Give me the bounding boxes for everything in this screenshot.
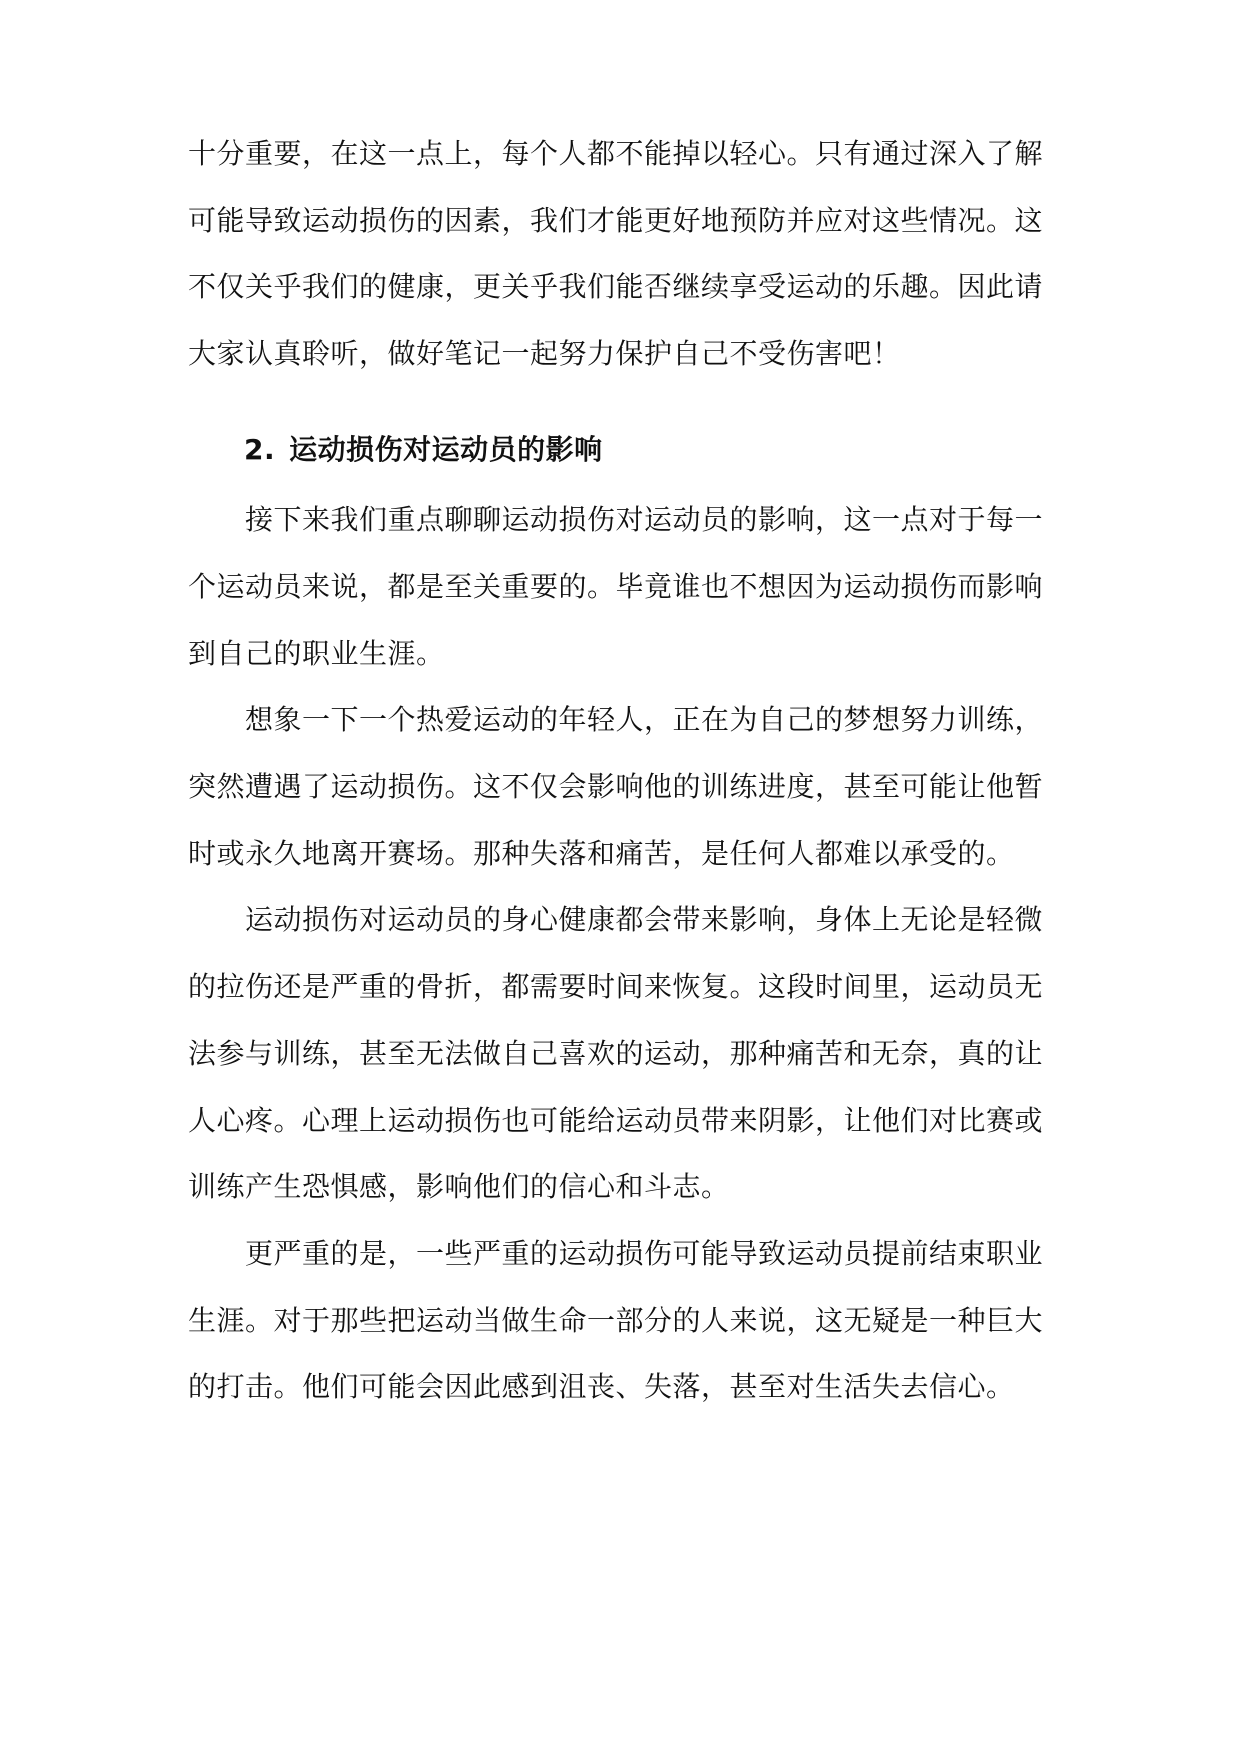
text-line: 不仅关乎我们的健康，更关乎我们能否继续享受运动的乐趣。因此请 — [188, 270, 1044, 303]
text-line: 个运动员来说，都是至关重要的。毕竟谁也不想因为运动损伤而影响 — [188, 570, 1044, 603]
text-line: 十分重要，在这一点上，每个人都不能掉以轻心。只有通过深入了解 — [188, 137, 1044, 170]
text-line: 的打击。他们可能会因此感到沮丧、失落，甚至对生活失去信心。 — [188, 1370, 1015, 1403]
text-line: 的拉伤还是严重的骨折，都需要时间来恢复。这段时间里，运动员无 — [188, 970, 1044, 1003]
text-line: 运动损伤对运动员的身心健康都会带来影响，身体上无论是轻微 — [245, 903, 1044, 936]
text-line: 到自己的职业生涯。 — [188, 637, 445, 670]
text-line: 人心疼。心理上运动损伤也可能给运动员带来阴影，让他们对比赛或 — [188, 1104, 1044, 1137]
text-line: 时或永久地离开赛场。那种失落和痛苦，是任何人都难以承受的。 — [188, 837, 1015, 870]
section-number: 2. — [244, 433, 276, 466]
text-line: 可能导致运动损伤的因素，我们才能更好地预防并应对这些情况。这 — [188, 204, 1044, 237]
text-line: 训练产生恐惧感，影响他们的信心和斗志。 — [188, 1170, 730, 1203]
text-line: 法参与训练，甚至无法做自己喜欢的运动，那种痛苦和无奈，真的让 — [188, 1037, 1044, 1070]
text-line: 更严重的是，一些严重的运动损伤可能导致运动员提前结束职业 — [245, 1237, 1044, 1270]
section-title: 运动损伤对运动员的影响 — [289, 433, 603, 466]
text-line: 想象一下一个热爱运动的年轻人，正在为自己的梦想努力训练， — [245, 703, 1044, 736]
text-line: 突然遭遇了运动损伤。这不仅会影响他的训练进度，甚至可能让他暂 — [188, 770, 1044, 803]
text-line: 接下来我们重点聊聊运动损伤对运动员的影响，这一点对于每一 — [245, 503, 1044, 536]
section-heading — [244, 430, 603, 470]
text-line: 生涯。对于那些把运动当做生命一部分的人来说，这无疑是一种巨大 — [188, 1304, 1044, 1337]
text-line: 大家认真聆听，做好笔记一起努力保护自己不受伤害吧！ — [188, 337, 901, 370]
